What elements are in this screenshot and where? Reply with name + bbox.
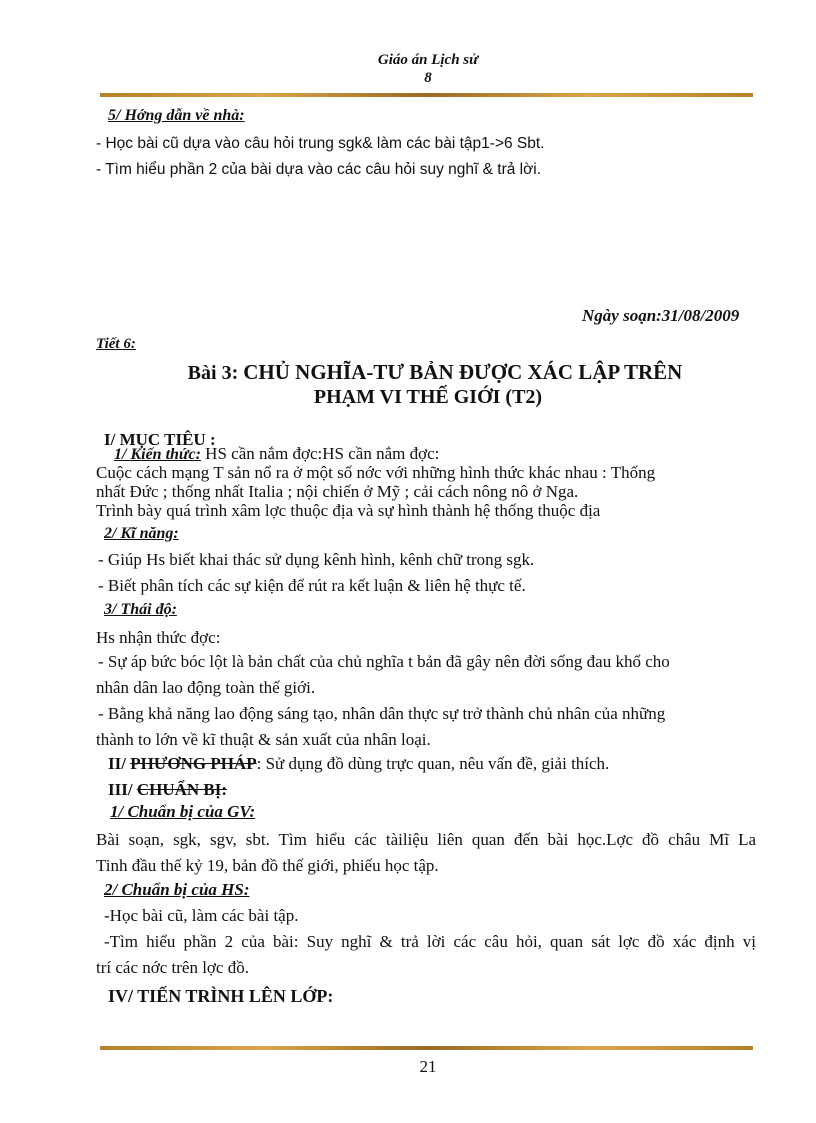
header-grade: 8: [424, 70, 432, 86]
attitude-line-2: - Sự áp bức bóc lột là bản chất của chủ nghĩa t bản đã gây nên đời sống đau khổ cho: [98, 652, 670, 671]
teacher-prep-line-2: Tinh đầu thế kỷ 19, bản đồ thế giới, phiếu học tập.: [96, 856, 439, 875]
lesson-title-line-1: [0, 360, 816, 385]
objectives-heading: I/ MỤC TIÊU :: [104, 430, 216, 449]
lesson-title-line-2: PHẠM VI THẾ GIỚI (T2): [313, 386, 543, 408]
student-prep-line-2: -Tìm hiểu phần 2 của bài: Suy nghĩ & trả lời các câu hỏi, quan sát lợc đồ xác định vị: [104, 932, 756, 951]
footer-divider: [100, 1046, 753, 1050]
skills-line-1: - Giúp Hs biết khai thác sử dụng kênh hình, kênh chữ trong sgk.: [98, 550, 535, 569]
knowledge-line-2: nhất Đức ; thống nhất Italia ; nội chiến ở Mỹ ; cải cách nông nô ở Nga.: [96, 482, 579, 501]
lesson-title-prefix: Bài 3:: [187, 362, 239, 384]
knowledge-row: [114, 444, 439, 465]
process-heading: IV/ TIẾN TRÌNH LÊN LỚP:: [108, 986, 334, 1006]
student-prep-line-1: -Học bài cũ, làm các bài tập.: [104, 906, 299, 925]
teacher-prep-label: 1/ Chuẩn bị của GV:: [110, 802, 256, 821]
header-title: Giáo án Lịch sử: [377, 52, 479, 68]
lesson-label: Tiết 6:: [96, 336, 136, 352]
preparation-num: III/: [108, 780, 133, 799]
lesson-title-main: CHỦ NGHĨA-TƯ BẢN ĐƯỢC XÁC LẬP TRÊN: [243, 360, 683, 384]
attitude-line-5: thành to lớn về kĩ thuật & sản xuất của nhân loại.: [96, 730, 431, 749]
knowledge-intro: HS cần nắm đợc:HS cần nắm đợc:: [200, 444, 440, 463]
knowledge-line-1: Cuộc cách mạng T sản nổ ra ở một số nớc với những hình thức khác nhau : Thống: [96, 463, 656, 482]
prep-date: Ngày soạn:31/08/2009: [582, 306, 740, 325]
attitude-line-4: - Bằng khả năng lao động sáng tạo, nhân dân thực sự trở thành chủ nhân của những: [98, 704, 666, 723]
student-prep-line-3: trí các nớc trên lợc đồ.: [96, 958, 249, 977]
homework-heading: 5/ Hớng dẫn về nhà:: [108, 107, 245, 124]
skills-label: 2/ Kĩ năng:: [104, 525, 179, 542]
attitude-label: 3/ Thái độ:: [104, 601, 177, 618]
attitude-line-1: Hs nhận thức đợc:: [96, 628, 221, 647]
method-text: : Sử dụng đồ dùng trực quan, nêu vấn đề, giải thích.: [256, 754, 610, 773]
teacher-prep-line-1: Bài soạn, sgk, sgv, sbt. Tìm hiểu các tàiliệu liên quan đến bài học.Lợc đồ châu Mĩ La: [96, 830, 756, 849]
attitude-line-3: nhân dân lao động toàn thế giới.: [96, 678, 316, 697]
knowledge-label: 1/ Kiến thức:: [114, 446, 201, 463]
student-prep-label: 2/ Chuẩn bị của HS:: [104, 880, 250, 899]
preparation-row: [108, 780, 227, 800]
homework-line-2: - Tìm hiểu phần 2 của bài dựa vào các câu hỏi suy nghĩ & trả lời.: [96, 161, 542, 178]
homework-line-1: - Học bài cũ dựa vào câu hỏi trung sgk& làm các bài tập1->6 Sbt.: [96, 135, 545, 152]
page-number: 21: [419, 1057, 437, 1076]
method-num: II/: [108, 754, 126, 773]
method-row: [108, 754, 609, 774]
method-label: PHƯƠNG PHÁP: [130, 754, 257, 773]
skills-line-2: - Biết phân tích các sự kiện để rút ra kết luận & liên hệ thực tế.: [98, 576, 526, 595]
knowledge-line-3: Trình bày quá trình xâm lợc thuộc địa và sự hình thành hệ thống thuộc địa: [96, 501, 601, 520]
header-divider: [100, 93, 753, 97]
preparation-label: CHUẨN BỊ:: [136, 780, 228, 799]
